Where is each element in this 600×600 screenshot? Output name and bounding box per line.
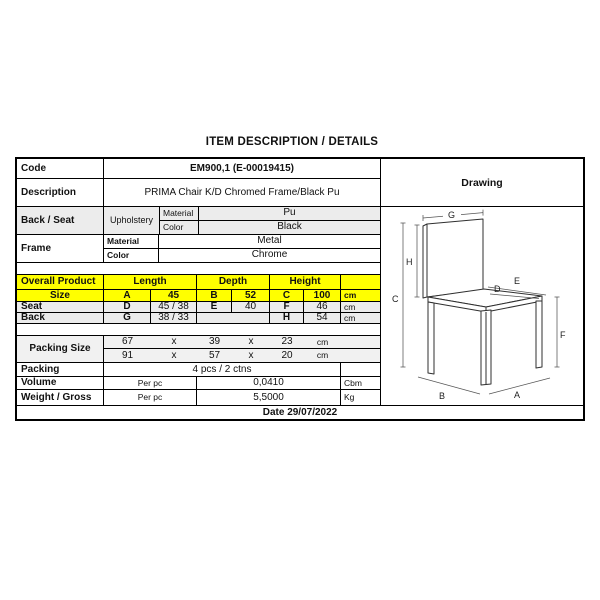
- packing-size-row-1: [104, 336, 380, 349]
- packing-value: 4 pcs / 2 ctns: [104, 363, 341, 376]
- dim-a-key: A: [104, 290, 151, 301]
- date-row: Date 29/07/2022: [17, 405, 583, 419]
- weight-value: 5,5000: [197, 390, 341, 405]
- length-header: Length: [104, 275, 197, 289]
- row-description: [17, 179, 380, 207]
- description-value: PRIMA Chair K/D Chromed Frame/Black Pu: [144, 186, 340, 198]
- backrest-panel: [427, 219, 483, 297]
- pack2-v1: 91: [121, 349, 134, 361]
- pack2-unit: cm: [316, 350, 329, 361]
- material-label: Material: [160, 207, 199, 220]
- dim-e-key: E: [197, 302, 232, 312]
- upholstery-material-row: [160, 207, 380, 221]
- page-title: ITEM DESCRIPTION / DETAILS: [205, 136, 379, 148]
- frame-subtable: [104, 235, 380, 262]
- unit-header-empty: [341, 275, 380, 289]
- frame-material-row: [104, 235, 380, 249]
- volume-unit: Cbm: [344, 377, 362, 388]
- frame-color-row: [104, 249, 380, 263]
- spacer-row: [17, 324, 380, 336]
- spec-main-column: [17, 159, 381, 405]
- pack1-unit: cm: [316, 336, 329, 347]
- pack1-v3: 23: [281, 336, 293, 347]
- dim-h-key: H: [270, 313, 304, 323]
- dim-line-b: [418, 377, 480, 394]
- pack2-v3: 20: [281, 349, 293, 361]
- volume-per: Per pc: [104, 377, 197, 389]
- back-depth-empty: [197, 313, 270, 323]
- dim-g-value: 38 / 33: [151, 313, 197, 323]
- volume-label: Volume: [17, 377, 104, 389]
- frame-color-label: Color: [104, 249, 159, 263]
- chair-drawing: [381, 207, 583, 405]
- weight-unit: Kg: [344, 392, 355, 403]
- pack1-x1: x: [171, 336, 177, 347]
- frame-color-value: Chrome: [251, 249, 288, 261]
- drawing-title: Drawing: [381, 159, 583, 207]
- pack1-v2: 39: [208, 336, 221, 347]
- dim-label-d: D: [494, 284, 501, 294]
- overall-size-label-2: Size: [17, 290, 104, 301]
- packing-size-values: [104, 336, 380, 362]
- dim-label-c: C: [392, 294, 399, 304]
- packing-size-row-2: [104, 349, 380, 362]
- pack2-x2: x: [248, 349, 254, 361]
- weight-per: Per pc: [104, 390, 197, 405]
- dim-g-key: G: [104, 313, 151, 323]
- pack1-v1: 67: [121, 336, 134, 347]
- dim-d-value: 45 / 38: [151, 302, 197, 312]
- pack2-x1: x: [171, 349, 177, 361]
- chair-svg: [381, 207, 583, 405]
- backrest-side: [423, 224, 427, 298]
- dim-line-g2: [461, 213, 483, 215]
- frame-material-value: Metal: [257, 235, 282, 247]
- leg-back-left: [428, 302, 434, 374]
- dim-line-g: [423, 216, 443, 218]
- code-label: Code: [17, 159, 104, 178]
- dim-a-value: 45: [151, 290, 197, 301]
- row-code: [17, 159, 380, 179]
- dim-h-value: 54: [304, 313, 341, 323]
- material-value: Pu: [283, 207, 296, 219]
- description-label: Description: [17, 179, 104, 206]
- seat-unit: cm: [344, 302, 356, 312]
- volume-value: 0,0410: [197, 377, 341, 389]
- row-weight: [17, 390, 380, 405]
- color-value: Black: [277, 221, 302, 233]
- table-body: [17, 159, 583, 405]
- row-seat: [17, 302, 380, 313]
- dim-label-f: F: [560, 330, 566, 340]
- dim-c-value: 100: [304, 290, 341, 301]
- row-packing-size: [17, 336, 380, 363]
- depth-header: Depth: [197, 275, 270, 289]
- spacer-row: [17, 263, 380, 275]
- upholstery-label: Upholstery: [104, 207, 160, 234]
- frame-material-label: Material: [104, 235, 159, 248]
- dim-f-value: 46: [304, 302, 341, 312]
- back-seat-label: Back / Seat: [17, 207, 104, 234]
- height-header: Height: [270, 275, 341, 289]
- spec-table: [15, 157, 585, 421]
- row-volume: [17, 377, 380, 390]
- row-frame: [17, 235, 380, 263]
- weight-label: Weight / Gross: [17, 390, 104, 405]
- dim-label-g: G: [448, 210, 456, 220]
- dim-b-value: 52: [232, 290, 270, 301]
- row-back: [17, 313, 380, 324]
- dim-label-e: E: [514, 276, 521, 286]
- frame-label: Frame: [17, 235, 104, 262]
- drawing-column: [381, 159, 583, 405]
- dim-d-key: D: [104, 302, 151, 312]
- color-label: Color: [160, 221, 199, 235]
- dim-c-key: C: [270, 290, 304, 301]
- leg-front-right: [536, 301, 542, 368]
- packing-label: Packing: [17, 363, 104, 376]
- dim-e-value: 40: [232, 302, 270, 312]
- row-packing: [17, 363, 380, 377]
- upholstery-color-row: [160, 221, 380, 235]
- upholstery-subtable: [160, 207, 380, 234]
- pack2-v2: 57: [208, 349, 221, 361]
- dim-label-h: H: [406, 257, 413, 267]
- packing-size-label: Packing Size: [17, 336, 104, 362]
- back-unit: cm: [344, 313, 356, 323]
- overall-size-label-1: Overall Product: [17, 275, 104, 289]
- pack1-x2: x: [248, 336, 254, 347]
- row-size-header-1: [17, 275, 380, 290]
- size-unit: cm: [341, 290, 380, 301]
- dim-f-key: F: [270, 302, 304, 312]
- row-back-seat: [17, 207, 380, 235]
- dim-label-b: B: [439, 391, 446, 401]
- back-label: Back: [17, 313, 104, 323]
- row-size-header-2: [17, 290, 380, 302]
- chair-shape: [423, 219, 542, 385]
- dim-label-a: A: [514, 390, 521, 400]
- seat-label: Seat: [17, 302, 104, 312]
- dim-b-key: B: [197, 290, 232, 301]
- code-value: EM900,1 (E-00019415): [190, 162, 294, 174]
